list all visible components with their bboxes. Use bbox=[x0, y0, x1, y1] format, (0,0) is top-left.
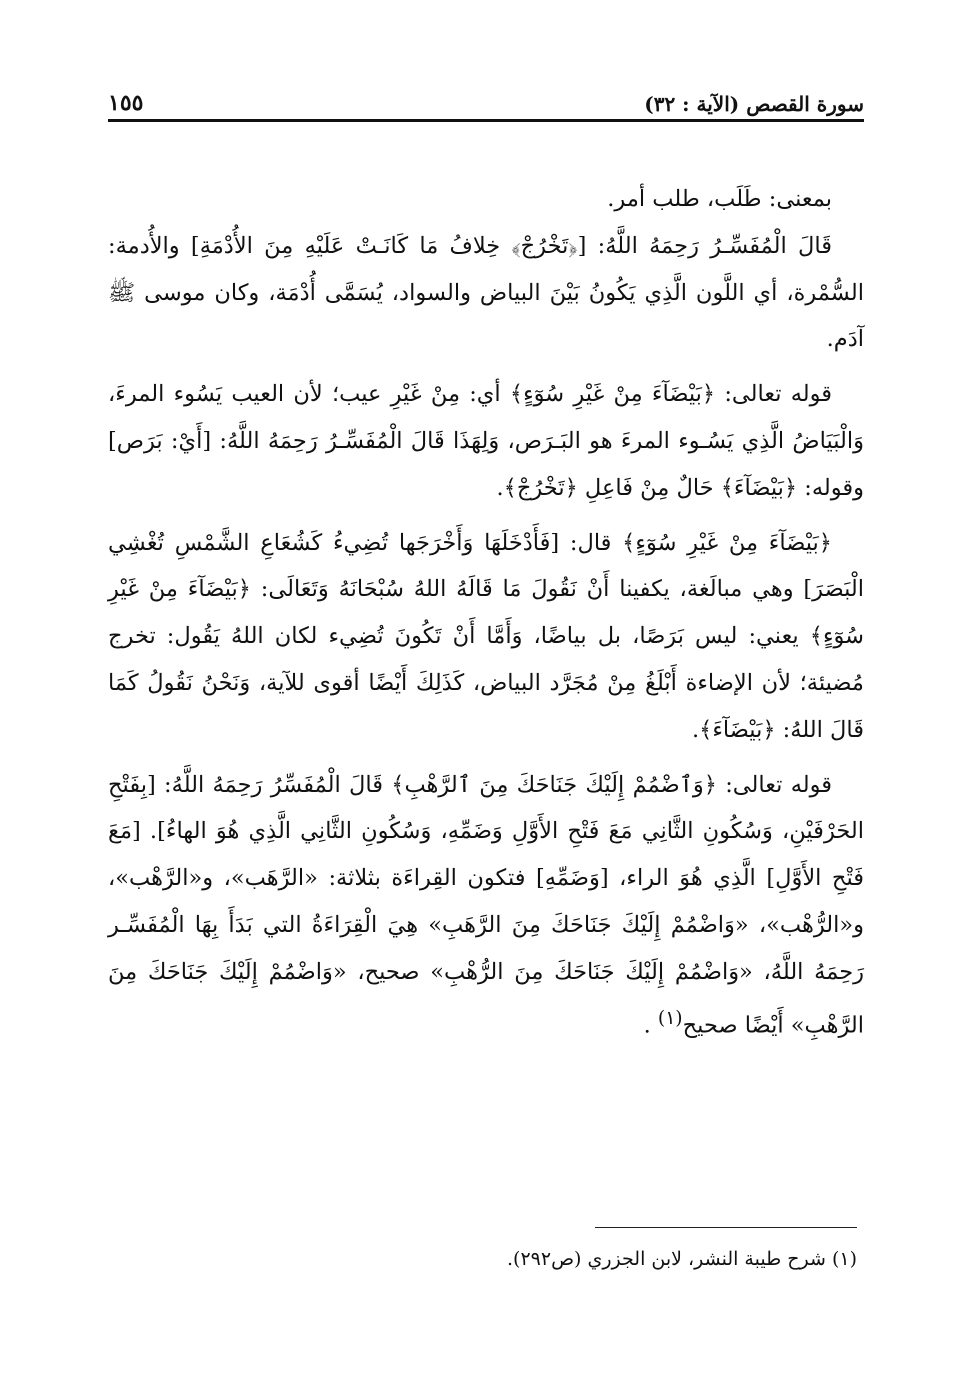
paragraph-definition: بمعنى: طَلَب، طلب أمر. bbox=[607, 186, 832, 212]
paragraph-adma: قَالَ الْمُفَسِّـرُ رَحِمَهُ اللَّهُ: [﴿تَخْرُجْ﴾ خِلافُ مَا كَانَـتْ عَلَيْهِ مِنَ الأُدْمَةِ] والأُدمة: السُّمْرة، أي اللَّون الَّذِي يَكُونُ بَيْنَ البياض والسواد، يُسَمَّى أُدْمَة، وكان موسى ﷺ آدَم. bbox=[108, 232, 864, 353]
page-header bbox=[108, 88, 864, 122]
footnote-divider bbox=[595, 1227, 857, 1228]
paragraph-baydaa: قوله تعالى: ﴿بَيْضَآءَ مِنْ غَيْرِ سُوٓءٍ﴾ أي: مِنْ غَيْرِ عيب؛ لأن العيب يَسُوء المرءَ، وَالْبَيَاضُ الَّذِي يَسُـوء المرءَ هو البَـرَص، وَلِهَذَا قَالَ الْمُفَسِّـرُ رَحِمَهُ اللَّهُ: [أَيْ: بَرَص] وقوله: ﴿بَيْضَآءَ﴾ حَالٌ مِنْ فَاعِلِ ﴿تَخْرُجْ﴾. bbox=[108, 381, 864, 501]
paragraph-shining: ﴿بَيْضَآءَ مِنْ غَيْرِ سُوٓءٍ﴾ قال: [فَأَدْخَلَهَا وَأَخْرَجَها تُضِيءُ كَشُعَاعِ الشَّمْسِ تُغْشِي الْبَصَرَ] وهي مبالَغة، يكفينا أَنْ نَقُولَ مَا قَالَهُ اللهُ سُبْحَانَهُ وَتَعَالَى: ﴿بَيْضَآءَ مِنْ غَيْرِ سُوٓءٍ﴾ يعني: ليس بَرَصًا، بل بياضًا، وَأَمَّا أَنْ تَكُونَ تُضِيء لكان اللهُ يَقُول: تخرج مُضيئة؛ لأن الإضاءة أَبْلَغُ مِنْ مُجَرَّد البياض، كَذَلِكَ أَيْضًا أقوى للآية، وَنَحْنُ نَقُولُ كَمَا قَالَ اللهُ: ﴿بَيْضَآءَ﴾. bbox=[108, 529, 864, 743]
paragraph-rahb-text: قوله تعالى: ﴿وَٱضْمُمْ إِلَيْكَ جَنَاحَكَ مِنَ ٱلرَّهْبِ﴾ قَالَ الْمُفَسِّرُ رَحِمَهُ اللَّهُ: [بِفَتْحِ الحَرْفَيْنِ، وَسُكُونِ الثَّانِي مَعَ فَتْحِ الأَوَّلِ وَضَمِّهِ، وَسُكُونِ الثَّانِي الَّذِي هُوَ الهاءُ]. [مَعَ فَتْحِ الأَوَّلِ] الَّذِي هُوَ الراء، [وَضَمِّهِ] فتكون القِراءَة بثلاثة: «الرَّهَب»، و«الرَّهْب»، و«الرُّهْب»، «وَاضْمُمْ إِلَيْكَ جَنَاحَكَ مِنَ الرَّهَبِ» هِيَ الْقِرَاءَةُ التي بَدَأَ بِهَا الْمُفَسِّـر رَحِمَهُ اللَّهُ، «وَاضْمُمْ إِلَيْكَ جَنَاحَكَ مِنَ الرُّهْبِ» صحيح، «وَاضْمُمْ إِلَيْكَ جَنَاحَكَ مِنَ الرَّهْبِ» أَيْضًا صحيح bbox=[108, 771, 864, 1039]
paragraph-rahb bbox=[108, 762, 864, 1049]
footnote: (١) شرح طيبة النشر، لابن الجزري (ص٢٩٢). bbox=[506, 1248, 857, 1270]
running-title: سورة القصص (الآية : ٣٢) bbox=[644, 92, 864, 116]
page-number: ١٥٥ bbox=[108, 90, 144, 116]
main-text bbox=[108, 176, 864, 1049]
footnote-marker: (١) bbox=[657, 1007, 683, 1029]
closing-period: . bbox=[643, 1012, 651, 1039]
